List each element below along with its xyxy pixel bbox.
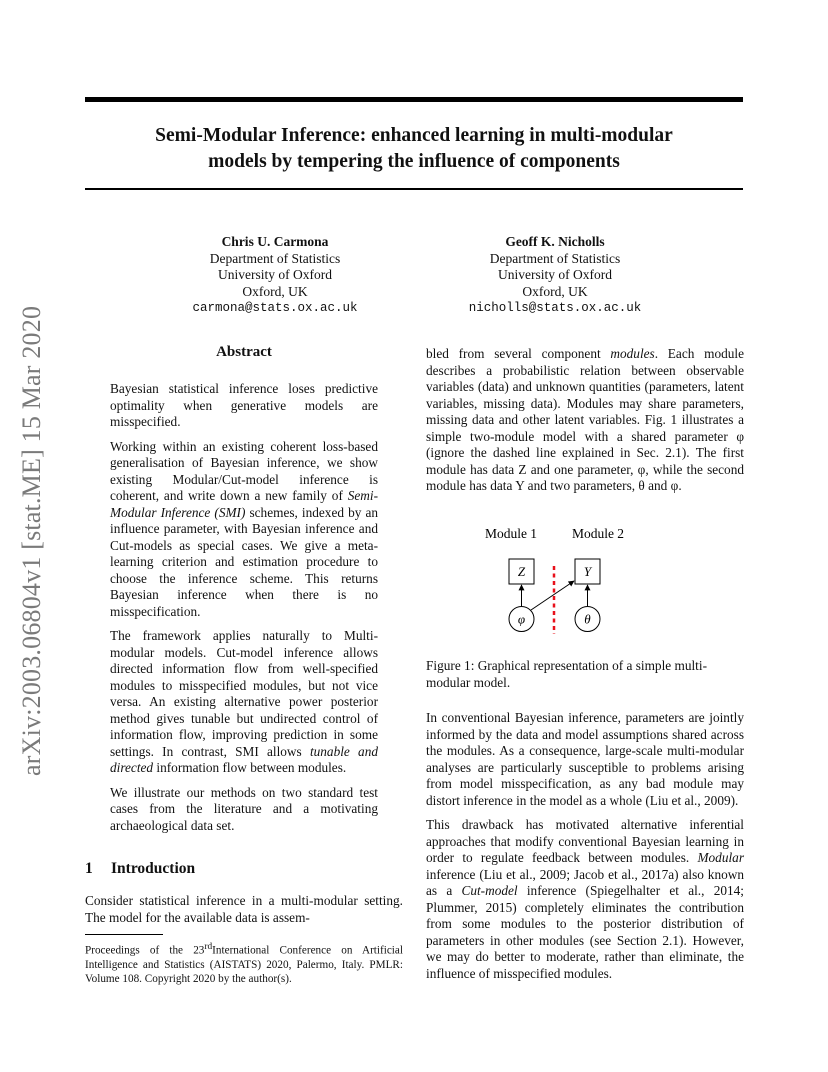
module-2-label: Module 2 [571,526,625,541]
paper-title [85,123,743,175]
arxiv-identifier: arXiv:2003.06804v1 [stat.ME] 15 Mar 2020 [17,305,46,776]
edge-phi-to-y [531,581,574,610]
author-email[interactable]: nicholls@stats.ox.ac.uk [468,301,642,315]
node-z-label: Z [517,564,526,579]
abstract-paragraph: We illustrate our methods on two standard test cases from the literature and a motivating archaeological data set. [110,784,378,833]
author-name: Geoff K. Nicholls [505,234,605,249]
node-y-label: Y [583,564,592,579]
node-theta-label: θ [584,611,591,627]
footnote: Proceedings of the 23rdInternational Conference on Artificial Intelligence and Statistics (AISTATS) 2020, Palermo, Italy. PMLR: Volume 108. Copyright 2020 by the author(s). [85,942,403,985]
author-email[interactable]: carmona@stats.ox.ac.uk [192,301,358,315]
body-paragraph: bled from several component modules. Each module describes a probabilistic relation between observable variables (data) and unknown quantities (parameters, latent variables, missing data). Modules may share parameters, missing data and other latent variables. Fig. 1 illustrates a simple two-module model with a shared parameter φ (ignore the dashed line explained in Sec. 2.1). The first module has data Z and one parameter, φ, while the second module has data Y and two parameters, θ and φ. [426,346,744,493]
intro-paragraph: Consider statistical inference in a multi-modular setting. The model for the available data is assem- [85,893,403,925]
body-paragraph: In conventional Bayesian inference, parameters are jointly informed by the data and model assumptions shared across the modules. As a consequence, large-scale multi-modular analyses are particularly susceptible to problems arising from model misspecification, as any bad module may distort inference in the model as a whole (Liu et al., 2009). [426,710,744,808]
author-block-1 [160,234,390,317]
abstract-paragraph: Working within an existing coherent loss-based generalisation of Bayesian inference, we show existing Modular/Cut-model inference is coherent, and write down a new family of Semi-Modular Inference (SMI) schemes, indexed by an influence parameter, with Bayesian inference and Cut-models as special cases. We give a meta-learning criterion and estimation procedure to choose the inference scheme. This returns Bayesian inference when there is no misspecification. [110,438,379,619]
section-title: Introduction [111,860,196,877]
right-column-bottom [426,658,744,982]
author-place: Oxford, UK [242,283,308,299]
author-dept: Department of Statistics [209,250,341,266]
abstract-paragraph: The framework applies naturally to Multi-modular models. Cut-model inference allows directed information flow from well-specified modules to misspecified modules, but not vice versa. An existing alternative power posterior method gives tunable but undirected control of information flow, improving prediction in some settings. In contrast, SMI allows tunable and directed information flow between modules. [110,628,378,775]
title-bottom-rule [85,188,743,190]
node-phi-label: φ [517,611,526,627]
body-paragraph: This drawback has motivated alternative inferential approaches that modify conventional Bayesian learning in order to regulate feedback between modules. Modular inference (Liu et al., 2009; Jacob et al., 2017a) also known as a Cut-model inference (Spiegelhalter et al., 2014; Plummer, 2015) completely eliminates the contribution from some modules to the posterior distribution of parameters in other modules (see Section 2.1). However, we may do better to moderate, rather than eliminate, the influence of misspecified modules. [426,817,744,981]
abstract-paragraph: Bayesian statistical inference loses predictive optimality when generative models are misspecified. [110,381,378,429]
emphasis: Semi-Modular Inference (SMI) [110,488,378,520]
title-line-1: Semi-Modular Inference: enhanced learning in multi-modular [155,125,673,146]
emphasis: Modular [697,850,744,865]
intro-body [85,893,403,926]
author-univ: University of Oxford [498,267,612,282]
figure-1-caption: Figure 1: Graphical representation of a simple multi-modular model. [426,658,708,690]
abstract-body [110,381,378,834]
emphasis: Cut-model [461,883,518,898]
author-univ: University of Oxford [218,267,332,282]
figure-1-graphical-model [470,520,650,640]
footnote-rule [85,934,163,935]
section-number: 1 [85,860,93,877]
title-line-2: models by tempering the influence of components [208,151,620,172]
author-dept: Department of Statistics [489,250,621,266]
abstract-heading: Abstract [216,344,272,360]
section-heading-introduction [85,860,195,878]
superscript: rd [204,942,213,952]
author-place: Oxford, UK [522,283,588,299]
module-1-label: Module 1 [484,526,538,541]
right-column-top [426,346,744,495]
title-top-rule [85,97,743,102]
emphasis: tunable and directed [110,743,378,775]
author-name: Chris U. Carmona [221,234,329,249]
emphasis: modules [610,346,655,361]
author-block-2 [440,234,670,317]
